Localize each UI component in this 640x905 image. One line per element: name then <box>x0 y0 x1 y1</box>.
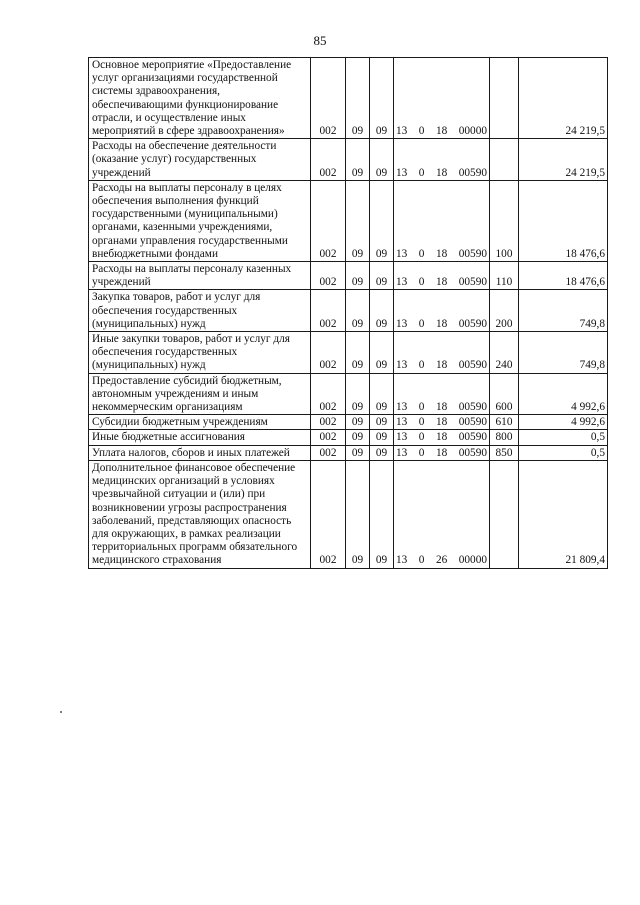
target-article-part: 00590 <box>458 359 487 372</box>
target-article-part: 13 <box>396 401 408 414</box>
amount-cell: 4 992,6 <box>519 373 608 415</box>
target-article-part: 0 <box>418 359 425 372</box>
section-code-cell: 09 <box>346 460 370 568</box>
target-article-part: 13 <box>396 359 408 372</box>
amount-cell: 18 476,6 <box>519 262 608 290</box>
target-article-cell <box>394 139 490 181</box>
target-article-part: 00590 <box>458 247 487 260</box>
section-code-cell: 09 <box>346 430 370 445</box>
ministry-code-cell: 002 <box>311 58 346 139</box>
section-code-cell: 09 <box>346 373 370 415</box>
section-code-cell: 09 <box>346 415 370 430</box>
subsection-code-cell: 09 <box>370 290 394 332</box>
subsection-code-cell: 09 <box>370 332 394 374</box>
ministry-code-cell: 002 <box>311 373 346 415</box>
section-code-cell: 09 <box>346 445 370 460</box>
target-article-part: 18 <box>435 359 448 372</box>
target-article-part: 0 <box>418 247 425 260</box>
target-article-part: 13 <box>396 276 408 289</box>
target-article-code <box>396 416 487 429</box>
expense-name-cell: Расходы на выплаты персоналу казенных учреждений <box>89 262 311 290</box>
expense-type-cell: 110 <box>490 262 519 290</box>
target-article-part: 18 <box>435 276 448 289</box>
table-row <box>89 139 608 181</box>
expense-name-cell: Субсидии бюджетным учреждениям <box>89 415 311 430</box>
target-article-part: 00590 <box>458 446 487 459</box>
target-article-part: 0 <box>418 276 425 289</box>
table-row <box>89 290 608 332</box>
section-code-cell: 09 <box>346 180 370 261</box>
target-article-cell <box>394 430 490 445</box>
target-article-cell <box>394 332 490 374</box>
amount-cell: 749,8 <box>519 332 608 374</box>
target-article-part: 00000 <box>458 125 487 138</box>
table-row <box>89 415 608 430</box>
target-article-code <box>396 318 487 331</box>
expense-type-cell: 100 <box>490 180 519 261</box>
subsection-code-cell: 09 <box>370 373 394 415</box>
target-article-cell <box>394 290 490 332</box>
target-article-part: 00590 <box>458 416 487 429</box>
target-article-code <box>396 125 487 138</box>
expense-name-cell: Расходы на обеспечение деятельности (оказание услуг) государственных учреждений <box>89 139 311 181</box>
target-article-part: 26 <box>435 554 448 567</box>
table-row <box>89 332 608 374</box>
ministry-code-cell: 002 <box>311 262 346 290</box>
amount-cell: 21 809,4 <box>519 460 608 568</box>
target-article-part: 18 <box>435 416 448 429</box>
target-article-part: 18 <box>435 166 448 179</box>
target-article-code <box>396 359 487 372</box>
target-article-code <box>396 431 487 444</box>
target-article-part: 18 <box>435 247 448 260</box>
target-article-part: 0 <box>418 446 425 459</box>
target-article-part: 0 <box>418 125 425 138</box>
target-article-part: 13 <box>396 247 408 260</box>
expense-type-cell: 850 <box>490 445 519 460</box>
target-article-part: 00590 <box>458 276 487 289</box>
amount-cell: 24 219,5 <box>519 139 608 181</box>
target-article-part: 13 <box>396 125 408 138</box>
table-row <box>89 460 608 568</box>
target-article-cell <box>394 460 490 568</box>
target-article-cell <box>394 58 490 139</box>
target-article-part: 0 <box>418 166 425 179</box>
expense-type-cell <box>490 139 519 181</box>
subsection-code-cell: 09 <box>370 430 394 445</box>
table-row <box>89 445 608 460</box>
table-row <box>89 262 608 290</box>
target-article-part: 13 <box>396 166 408 179</box>
target-article-part: 18 <box>435 401 448 414</box>
section-code-cell: 09 <box>346 139 370 181</box>
budget-table <box>88 57 608 569</box>
target-article-part: 00000 <box>458 554 487 567</box>
target-article-code <box>396 401 487 414</box>
expense-name-cell: Расходы на выплаты персоналу в целях обеспечения выполнения функций государственными (муниципальными) органами, казенными учреждениями, органами управления государственными внебюджетными фондами <box>89 180 311 261</box>
ministry-code-cell: 002 <box>311 430 346 445</box>
section-code-cell: 09 <box>346 290 370 332</box>
expense-type-cell: 240 <box>490 332 519 374</box>
target-article-part: 13 <box>396 554 408 567</box>
target-article-code <box>396 554 487 567</box>
expense-name-cell: Иные закупки товаров, работ и услуг для обеспечения государственных (муниципальных) нужд <box>89 332 311 374</box>
subsection-code-cell: 09 <box>370 445 394 460</box>
subsection-code-cell: 09 <box>370 58 394 139</box>
target-article-part: 13 <box>396 431 408 444</box>
target-article-code <box>396 248 487 261</box>
section-code-cell: 09 <box>346 262 370 290</box>
section-code-cell: 09 <box>346 58 370 139</box>
target-article-part: 0 <box>418 431 425 444</box>
subsection-code-cell: 09 <box>370 415 394 430</box>
ministry-code-cell: 002 <box>311 332 346 374</box>
amount-cell: 4 992,6 <box>519 415 608 430</box>
target-article-cell <box>394 415 490 430</box>
target-article-part: 0 <box>418 416 425 429</box>
ministry-code-cell: 002 <box>311 445 346 460</box>
table-row <box>89 373 608 415</box>
expense-name-cell: Закупка товаров, работ и услуг для обеспечения государственных (муниципальных) нужд <box>89 290 311 332</box>
expense-type-cell: 610 <box>490 415 519 430</box>
target-article-part: 18 <box>435 431 448 444</box>
target-article-part: 00590 <box>458 166 487 179</box>
ministry-code-cell: 002 <box>311 290 346 332</box>
ministry-code-cell: 002 <box>311 415 346 430</box>
table-row <box>89 430 608 445</box>
expense-type-cell <box>490 460 519 568</box>
amount-cell: 24 219,5 <box>519 58 608 139</box>
target-article-part: 0 <box>418 317 425 330</box>
subsection-code-cell: 09 <box>370 139 394 181</box>
expense-name-cell: Предоставление субсидий бюджетным, автономным учреждениям и иным некоммерческим организациям <box>89 373 311 415</box>
target-article-cell <box>394 445 490 460</box>
expense-type-cell: 600 <box>490 373 519 415</box>
amount-cell: 0,5 <box>519 430 608 445</box>
target-article-cell <box>394 180 490 261</box>
page-number: 85 <box>313 33 327 48</box>
target-article-part: 00590 <box>458 401 487 414</box>
target-article-code <box>396 167 487 180</box>
target-article-code <box>396 447 487 460</box>
expense-name-cell: Уплата налогов, сборов и иных платежей <box>89 445 311 460</box>
target-article-part: 0 <box>418 554 425 567</box>
target-article-part: 18 <box>435 125 448 138</box>
table-row <box>89 58 608 139</box>
target-article-part: 18 <box>435 317 448 330</box>
target-article-part: 00590 <box>458 317 487 330</box>
scan-speck <box>60 711 62 713</box>
expense-name-cell: Дополнительное финансовое обеспечение медицинских организаций в условиях чрезвычайной ситуации и (или) при возникновении угрозы распространения заболеваний, представляющих опасность для окружающих, в рамках реализации территориальных программ обязательного медицинского страхования <box>89 460 311 568</box>
expense-type-cell: 200 <box>490 290 519 332</box>
target-article-code <box>396 276 487 289</box>
ministry-code-cell: 002 <box>311 460 346 568</box>
amount-cell: 749,8 <box>519 290 608 332</box>
target-article-cell <box>394 373 490 415</box>
target-article-part: 13 <box>396 416 408 429</box>
amount-cell: 18 476,6 <box>519 180 608 261</box>
expense-name-cell: Основное мероприятие «Предоставление услуг организациями государственной системы здравоохранения, обеспечивающими функционирование отрасли, и осуществление иных мероприятий в сфере здравоохранения» <box>89 58 311 139</box>
expense-type-cell <box>490 58 519 139</box>
target-article-part: 18 <box>435 446 448 459</box>
amount-cell: 0,5 <box>519 445 608 460</box>
ministry-code-cell: 002 <box>311 139 346 181</box>
table-row <box>89 180 608 261</box>
target-article-part: 13 <box>396 446 408 459</box>
expense-type-cell: 800 <box>490 430 519 445</box>
subsection-code-cell: 09 <box>370 262 394 290</box>
subsection-code-cell: 09 <box>370 180 394 261</box>
subsection-code-cell: 09 <box>370 460 394 568</box>
section-code-cell: 09 <box>346 332 370 374</box>
target-article-part: 00590 <box>458 431 487 444</box>
ministry-code-cell: 002 <box>311 180 346 261</box>
expense-name-cell: Иные бюджетные ассигнования <box>89 430 311 445</box>
target-article-cell <box>394 262 490 290</box>
target-article-part: 0 <box>418 401 425 414</box>
target-article-part: 13 <box>396 317 408 330</box>
